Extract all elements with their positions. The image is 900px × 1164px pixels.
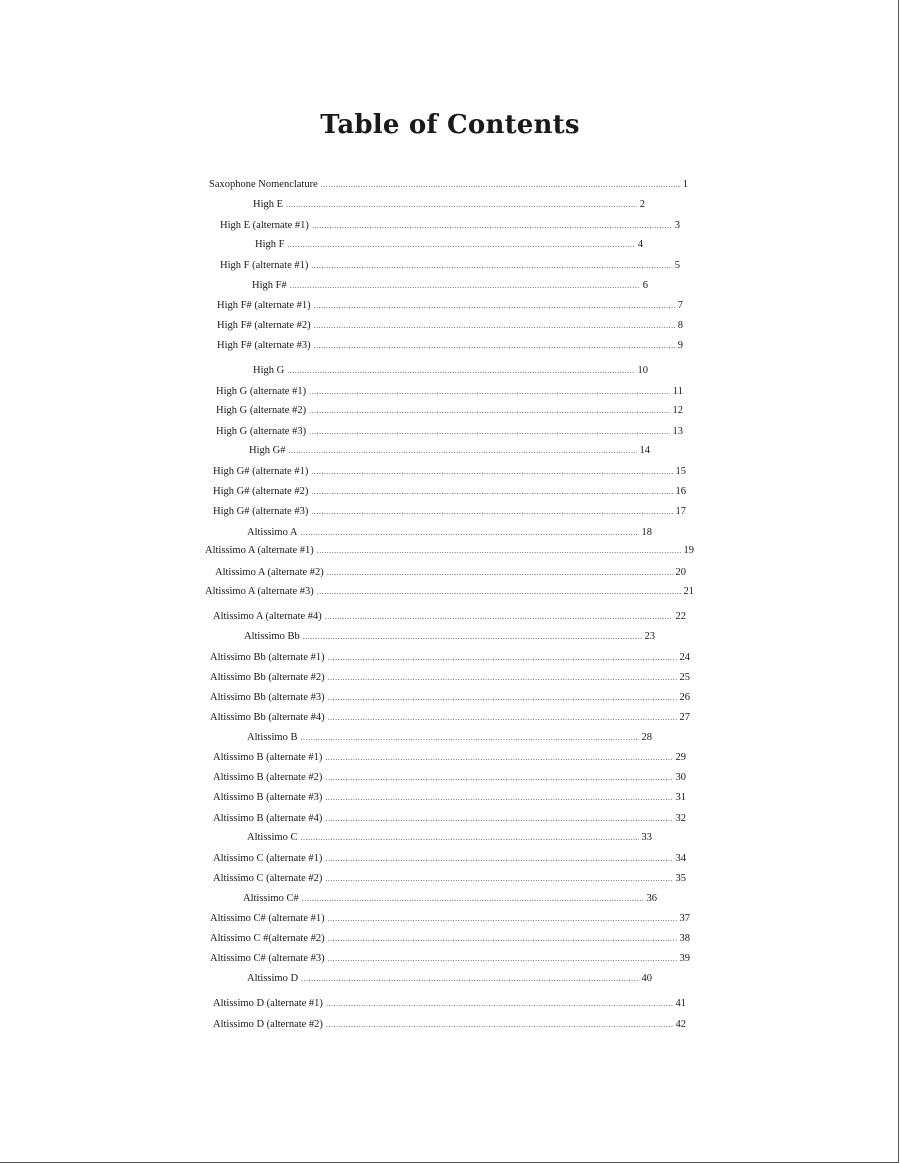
toc-entry-label: Altissimo Bb (alternate #3)	[210, 692, 325, 703]
toc-entry-label: Altissimo A (alternate #4)	[213, 611, 322, 622]
toc-entry-page-number: 26	[679, 692, 690, 703]
toc-dot-leader	[325, 791, 672, 805]
toc-entry	[216, 385, 683, 399]
toc-entry-label: High G (alternate #2)	[216, 405, 307, 416]
toc-dot-leader	[325, 852, 672, 866]
toc-entry-page-number: 37	[679, 913, 690, 924]
toc-entry-label: Altissimo A (alternate #1)	[205, 545, 314, 556]
toc-dot-leader	[309, 404, 669, 418]
toc-entry-label: High F (alternate #1)	[220, 260, 309, 271]
toc-entry-page-number: 11	[672, 386, 683, 397]
toc-entry-page-number: 41	[675, 998, 686, 1009]
toc-entry	[213, 852, 686, 866]
toc-entry-page-number: 36	[646, 893, 657, 904]
toc-dot-leader	[325, 771, 672, 785]
toc-entry-page-number: 2	[639, 199, 645, 210]
toc-entry-page-number: 38	[679, 933, 690, 944]
toc-entry	[247, 526, 652, 540]
toc-entry	[249, 444, 650, 458]
toc-entry-label: High F# (alternate #3)	[217, 340, 311, 351]
toc-dot-leader	[328, 671, 677, 685]
toc-dot-leader	[309, 385, 670, 399]
toc-entry-label: High G# (alternate #2)	[213, 486, 309, 497]
toc-entry-label: Altissimo B (alternate #1)	[213, 752, 323, 763]
toc-entry	[243, 892, 657, 906]
toc-entry-page-number: 19	[683, 545, 694, 556]
toc-entry	[210, 691, 690, 705]
toc-entry-page-number: 9	[677, 340, 683, 351]
toc-entry-page-number: 1	[682, 179, 688, 190]
toc-dot-leader	[300, 526, 638, 540]
toc-dot-leader	[302, 892, 644, 906]
toc-dot-leader	[328, 952, 677, 966]
toc-dot-leader	[328, 912, 677, 926]
toc-entry-label: Altissimo C#	[243, 893, 299, 904]
toc-entry-label: Altissimo B (alternate #2)	[213, 772, 323, 783]
toc-entry	[220, 259, 680, 273]
toc-entry-label: Altissimo D	[247, 973, 299, 984]
toc-entry-page-number: 29	[675, 752, 686, 763]
toc-dot-leader	[326, 1018, 673, 1032]
toc-entry-page-number: 25	[679, 672, 690, 683]
toc-entry	[213, 872, 686, 886]
toc-entry-label: Altissimo Bb (alternate #2)	[210, 672, 325, 683]
toc-entry-page-number: 40	[641, 973, 652, 984]
toc-entry	[210, 932, 690, 946]
toc-entry-label: Altissimo C# (alternate #3)	[210, 953, 325, 964]
toc-entry	[210, 711, 690, 725]
toc-entry-page-number: 24	[679, 652, 690, 663]
toc-entry-label: High F#	[252, 280, 287, 291]
toc-entry-page-number: 6	[642, 280, 648, 291]
toc-entry	[213, 505, 686, 519]
toc-entry-label: High F# (alternate #1)	[217, 300, 311, 311]
toc-entry-label: Altissimo C	[247, 832, 298, 843]
toc-dot-leader	[325, 872, 672, 886]
toc-dot-leader	[327, 566, 673, 580]
toc-entry	[255, 238, 643, 252]
toc-dot-leader	[286, 198, 637, 212]
toc-entry-page-number: 7	[677, 300, 683, 311]
toc-dot-leader	[328, 711, 677, 725]
toc-entry	[216, 404, 683, 418]
toc-entry	[213, 997, 686, 1011]
toc-entry	[253, 198, 645, 212]
toc-entry-page-number: 32	[675, 813, 686, 824]
toc-entry-label: High G (alternate #3)	[216, 426, 307, 437]
toc-entry	[216, 425, 683, 439]
toc-entry	[213, 771, 686, 785]
toc-entry-label: High E	[253, 199, 284, 210]
toc-entry-page-number: 8	[677, 320, 683, 331]
toc-entry-label: Altissimo Bb (alternate #1)	[210, 652, 325, 663]
toc-dot-leader	[328, 691, 677, 705]
toc-entry-label: High F# (alternate #2)	[217, 320, 311, 331]
toc-entry-page-number: 17	[675, 506, 686, 517]
toc-entry-label: Altissimo A (alternate #2)	[215, 567, 324, 578]
toc-entry-page-number: 20	[675, 567, 686, 578]
toc-dot-leader	[290, 279, 640, 293]
toc-entry-page-number: 3	[674, 220, 680, 231]
toc-dot-leader	[326, 997, 673, 1011]
toc-entry	[205, 585, 694, 599]
toc-dot-leader	[311, 485, 672, 499]
toc-entry	[213, 610, 686, 624]
toc-entry-label: Altissimo B	[247, 732, 298, 743]
toc-entry	[213, 465, 686, 479]
toc-entry	[217, 339, 683, 353]
toc-dot-leader	[317, 544, 681, 558]
toc-dot-leader	[288, 444, 636, 458]
toc-entry-page-number: 22	[675, 611, 686, 622]
toc-entry	[253, 364, 648, 378]
toc-entry-label: Altissimo B (alternate #3)	[213, 792, 323, 803]
toc-entry-page-number: 18	[641, 527, 652, 538]
toc-dot-leader	[314, 299, 675, 313]
toc-entry-label: High G# (alternate #3)	[213, 506, 309, 517]
toc-entry-page-number: 34	[675, 853, 686, 864]
toc-entry-page-number: 10	[637, 365, 648, 376]
toc-dot-leader	[328, 651, 677, 665]
toc-entry	[247, 972, 652, 986]
toc-entry	[213, 812, 686, 826]
toc-entry-label: Altissimo C# (alternate #1)	[210, 913, 325, 924]
toc-entry	[215, 566, 686, 580]
toc-entry-label: Altissimo D (alternate #1)	[213, 998, 323, 1009]
toc-entry-page-number: 33	[641, 832, 652, 843]
toc-dot-leader	[317, 585, 681, 599]
toc-dot-leader	[311, 505, 672, 519]
toc-entry-label: Altissimo C (alternate #2)	[213, 873, 323, 884]
toc-entry	[213, 1018, 686, 1032]
toc-entry-label: Saxophone Nomenclature	[209, 179, 318, 190]
toc-entry-label: High G (alternate #1)	[216, 386, 307, 397]
toc-entry	[210, 651, 690, 665]
toc-entry	[210, 912, 690, 926]
toc-entry	[209, 178, 688, 192]
toc-entry-page-number: 23	[644, 631, 655, 642]
toc-entry-label: Altissimo D (alternate #2)	[213, 1019, 323, 1030]
toc-entry-label: Altissimo Bb (alternate #4)	[210, 712, 325, 723]
toc-entry-label: Altissimo A (alternate #3)	[205, 586, 314, 597]
toc-dot-leader	[325, 812, 672, 826]
toc-entry	[213, 485, 686, 499]
toc-entry-page-number: 27	[679, 712, 690, 723]
toc-entry-page-number: 31	[675, 792, 686, 803]
toc-dot-leader	[309, 425, 669, 439]
toc-entry-page-number: 21	[683, 586, 694, 597]
toc-dot-leader	[311, 465, 672, 479]
toc-entry-label: High E (alternate #1)	[220, 220, 309, 231]
toc-entry-label: Altissimo C #(alternate #2)	[210, 933, 325, 944]
toc-entry	[210, 952, 690, 966]
toc-dot-leader	[321, 178, 680, 192]
toc-dot-leader	[287, 238, 634, 252]
toc-dot-leader	[328, 932, 677, 946]
toc-dot-leader	[325, 610, 673, 624]
toc-entry-page-number: 39	[679, 953, 690, 964]
toc-entry	[247, 731, 652, 745]
toc-entry-page-number: 42	[675, 1019, 686, 1030]
toc-entry	[244, 630, 655, 644]
page-title: Table of Contents	[320, 110, 580, 140]
toc-entry	[213, 791, 686, 805]
toc-entry-page-number: 5	[674, 260, 680, 271]
toc-entry	[213, 751, 686, 765]
toc-dot-leader	[300, 831, 638, 845]
toc-entry-page-number: 35	[675, 873, 686, 884]
toc-entry	[252, 279, 648, 293]
toc-entry	[205, 544, 694, 558]
toc-entry	[217, 299, 683, 313]
toc-entry-label: High G# (alternate #1)	[213, 466, 309, 477]
toc-dot-leader	[303, 630, 642, 644]
toc-dot-leader	[301, 972, 638, 986]
toc-dot-leader	[300, 731, 638, 745]
toc-entry-page-number: 4	[637, 239, 643, 250]
toc-entry-page-number: 15	[675, 466, 686, 477]
toc-entry-label: Altissimo C (alternate #1)	[213, 853, 323, 864]
toc-entry	[220, 219, 680, 233]
toc-entry-page-number: 13	[672, 426, 683, 437]
toc-dot-leader	[287, 364, 634, 378]
toc-entry-label: High F	[255, 239, 285, 250]
toc-entry	[217, 319, 683, 333]
toc-dot-leader	[325, 751, 672, 765]
toc-entry-label: Altissimo A	[247, 527, 298, 538]
toc-dot-leader	[312, 219, 672, 233]
toc-entry-label: Altissimo B (alternate #4)	[213, 813, 323, 824]
toc-entry-label: High G#	[249, 445, 286, 456]
toc-dot-leader	[314, 339, 675, 353]
toc-entry-label: Altissimo Bb	[244, 631, 300, 642]
toc-entry-label: High G	[253, 365, 285, 376]
toc-dot-leader	[311, 259, 671, 273]
toc-entry	[247, 831, 652, 845]
toc-entry-page-number: 30	[675, 772, 686, 783]
toc-entry-page-number: 16	[675, 486, 686, 497]
toc-entry-page-number: 28	[641, 732, 652, 743]
toc-entry-page-number: 14	[639, 445, 650, 456]
toc-dot-leader	[314, 319, 675, 333]
toc-entry	[210, 671, 690, 685]
toc-entry-page-number: 12	[672, 405, 683, 416]
